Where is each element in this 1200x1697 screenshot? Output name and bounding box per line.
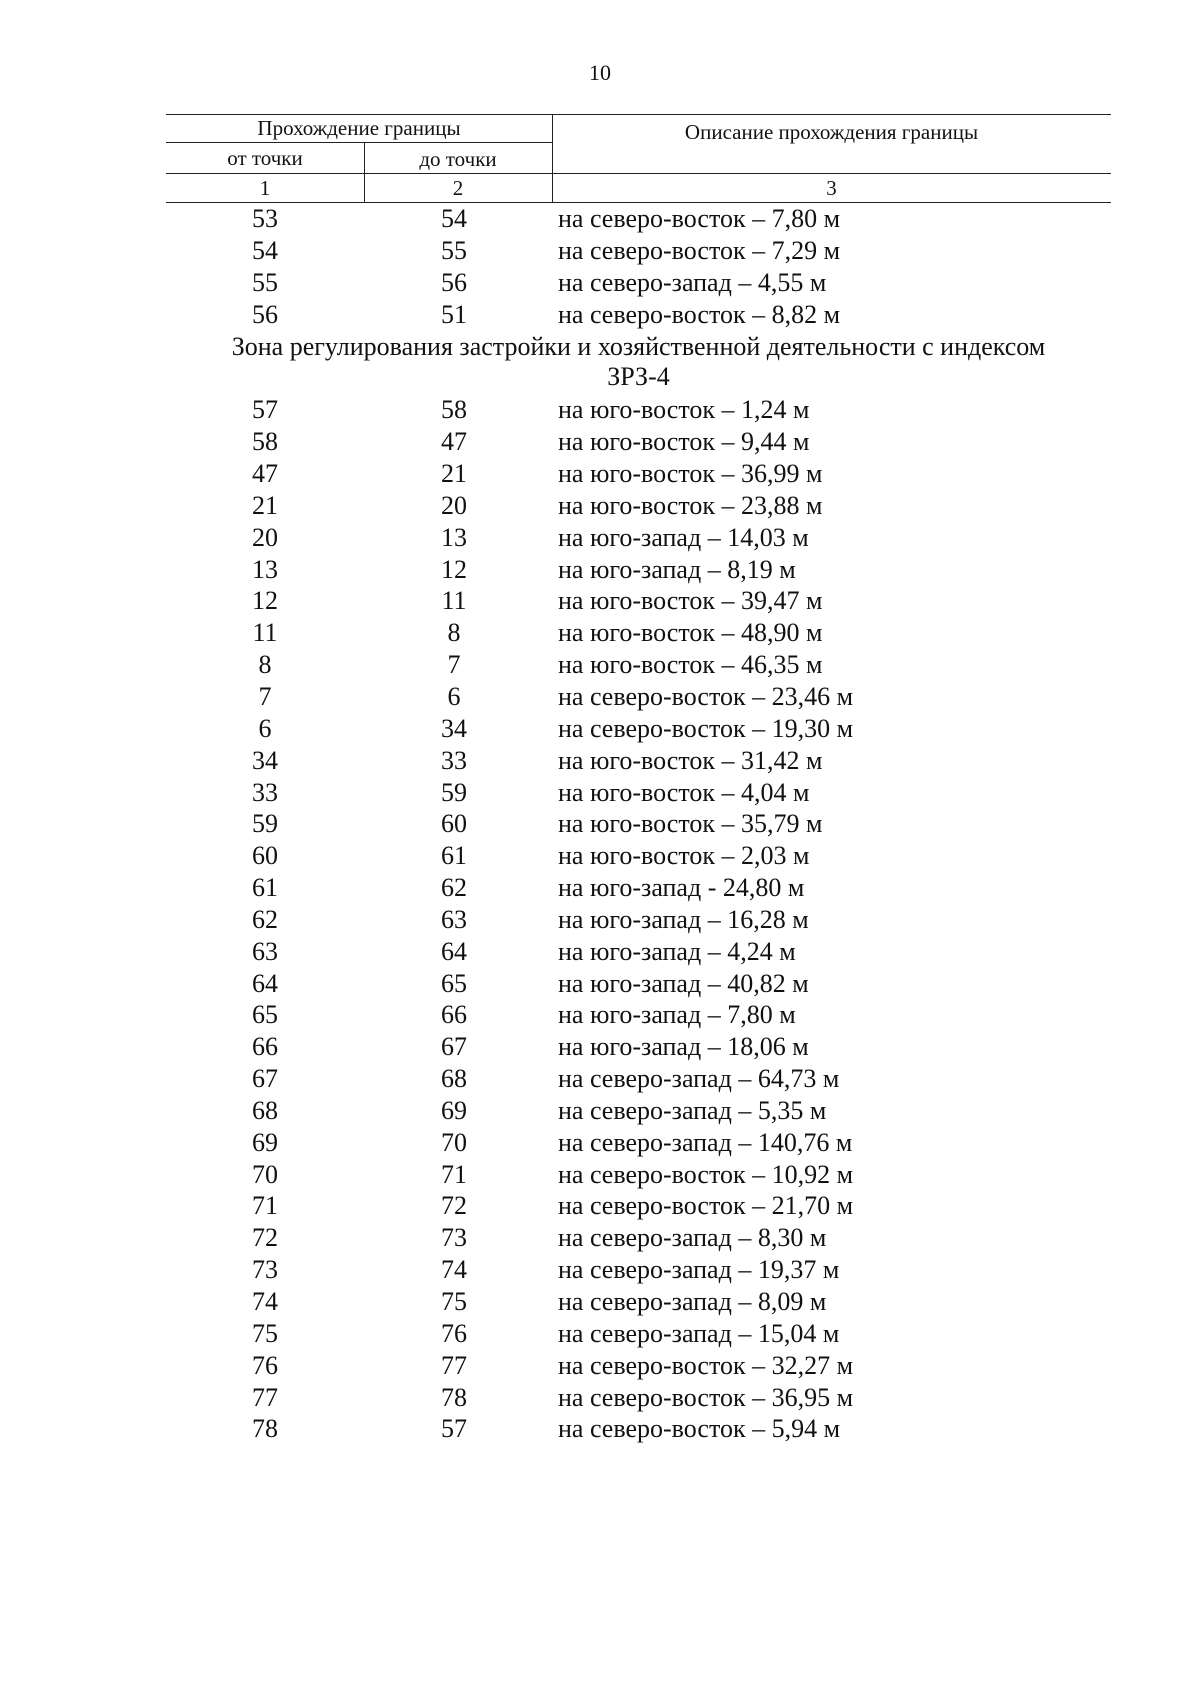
to-point-cell: 21	[441, 459, 467, 489]
table-row	[166, 458, 1111, 490]
from-point-cell: 56	[252, 299, 278, 329]
from-point-cell: 78	[252, 1414, 278, 1444]
to-point-cell: 56	[441, 267, 467, 297]
description-cell: на юго-запад - 24,80 м	[558, 873, 805, 903]
table-row	[166, 1095, 1111, 1127]
table-row	[166, 713, 1111, 745]
header-subgroup-line	[166, 142, 552, 143]
description-cell: на северо-восток – 19,30 м	[558, 713, 854, 743]
to-point-cell: 74	[441, 1255, 467, 1285]
description-cell: на северо-восток – 32,27 м	[558, 1350, 854, 1380]
description-cell: на северо-восток – 10,92 м	[558, 1159, 854, 1189]
from-point-cell: 72	[252, 1223, 278, 1253]
from-point-cell: 12	[252, 586, 278, 616]
from-point-cell: 8	[258, 650, 272, 680]
table-row	[166, 872, 1111, 904]
from-point-cell: 11	[252, 618, 278, 648]
from-point-cell: 47	[252, 459, 278, 489]
from-point-cell: 59	[252, 809, 278, 839]
from-point-cell: 13	[252, 554, 278, 584]
table-row	[166, 840, 1111, 872]
description-cell: на юго-запад – 16,28 м	[558, 904, 809, 934]
table-row	[166, 999, 1111, 1031]
to-point-cell: 69	[441, 1095, 467, 1125]
zone-title	[166, 330, 1111, 394]
from-point-cell: 69	[252, 1127, 278, 1157]
description-cell: на юго-запад – 8,19 м	[558, 554, 796, 584]
description-cell: на юго-восток – 48,90 м	[558, 618, 823, 648]
table-row	[166, 1063, 1111, 1095]
description-cell: на юго-восток – 46,35 м	[558, 650, 823, 680]
table-row	[166, 745, 1111, 777]
description-cell: на юго-восток – 39,47 м	[558, 586, 823, 616]
table-row	[166, 808, 1111, 840]
table-row	[166, 426, 1111, 458]
description-cell: на юго-запад – 14,03 м	[558, 522, 809, 552]
from-point-cell: 33	[252, 777, 278, 807]
column-number-3: 3	[826, 176, 837, 200]
to-point-cell: 78	[441, 1382, 467, 1412]
description-cell: на северо-запад – 8,09 м	[558, 1287, 827, 1316]
table-row	[166, 554, 1111, 586]
from-point-cell: 70	[252, 1159, 278, 1189]
description-cell: на северо-запад – 140,76 м	[558, 1127, 853, 1157]
from-point-cell: 67	[252, 1064, 278, 1094]
table-row	[166, 203, 1111, 235]
from-point-cell: 53	[252, 204, 278, 233]
description-cell: на северо-запад – 19,37 м	[558, 1255, 840, 1285]
from-point-cell: 62	[252, 904, 278, 934]
description-cell: на северо-восток – 7,29 м	[558, 235, 841, 265]
from-point-cell: 6	[258, 713, 272, 743]
to-point-cell: 60	[441, 809, 467, 839]
to-point-cell: 55	[441, 235, 467, 265]
zone-title-line1: Зона регулирования застройки и хозяйственной деятельности с индексом	[231, 332, 1046, 362]
description-cell: на юго-запад – 40,82 м	[558, 968, 809, 998]
to-point-cell: 54	[441, 204, 467, 233]
to-point-cell: 57	[441, 1414, 467, 1444]
description-cell: на северо-восток – 23,46 м	[558, 681, 854, 711]
description-cell: на юго-восток – 36,99 м	[558, 459, 823, 489]
table-row	[166, 299, 1111, 331]
description-cell: на северо-запад – 4,55 м	[558, 267, 827, 297]
description-cell: на северо-запад – 8,30 м	[558, 1223, 827, 1253]
from-point-cell: 21	[252, 490, 278, 520]
table-row	[166, 649, 1111, 681]
table-row	[166, 1413, 1111, 1445]
to-point-cell: 67	[441, 1032, 467, 1062]
table-header	[166, 114, 1111, 203]
to-point-cell: 76	[441, 1318, 467, 1348]
description-cell: на северо-восток – 36,95 м	[558, 1382, 854, 1412]
description-cell: на северо-запад – 64,73 м	[558, 1064, 840, 1094]
to-point-cell: 11	[441, 586, 467, 616]
to-point-cell: 33	[441, 745, 467, 775]
table-row	[166, 522, 1111, 554]
table-row	[166, 1350, 1111, 1382]
to-point-cell: 68	[441, 1064, 467, 1094]
to-point-cell: 71	[441, 1159, 467, 1189]
from-point-cell: 75	[252, 1318, 278, 1348]
header-bottom-line	[166, 173, 1111, 174]
to-point-cell: 70	[441, 1127, 467, 1157]
description-cell: на северо-восток – 21,70 м	[558, 1191, 854, 1221]
description-cell: на северо-запад – 5,35 м	[558, 1095, 827, 1125]
to-point-cell: 51	[441, 299, 467, 329]
table-body	[166, 203, 1111, 1445]
header-top-line	[166, 114, 1111, 115]
description-cell: на северо-запад – 15,04 м	[558, 1318, 840, 1348]
to-point-cell: 63	[441, 904, 467, 934]
table-row	[166, 1318, 1111, 1350]
to-point-cell: 58	[441, 395, 467, 425]
to-point-cell: 62	[441, 873, 467, 903]
description-cell: на юго-восток – 1,24 м	[558, 395, 810, 425]
from-point-cell: 71	[252, 1191, 278, 1221]
header-from-point: от точки	[227, 146, 303, 170]
header-passage: Прохождение границы	[257, 116, 461, 140]
description-cell: на северо-восток – 5,94 м	[558, 1414, 841, 1444]
from-point-cell: 64	[252, 968, 278, 998]
description-cell: на юго-восток – 9,44 м	[558, 427, 810, 457]
table-row	[166, 777, 1111, 809]
description-cell: на юго-восток – 23,88 м	[558, 490, 823, 520]
from-point-cell: 61	[252, 873, 278, 903]
from-point-cell: 55	[252, 267, 278, 297]
to-point-cell: 12	[441, 554, 467, 584]
table-row	[166, 235, 1111, 267]
table-row	[166, 1286, 1111, 1318]
page-number: 10	[589, 60, 611, 85]
to-point-cell: 47	[441, 427, 467, 457]
table-row	[166, 490, 1111, 522]
description-cell: на юго-восток – 35,79 м	[558, 809, 823, 839]
table-row	[166, 904, 1111, 936]
column-number-1: 1	[259, 176, 271, 200]
to-point-cell: 34	[441, 713, 467, 743]
from-point-cell: 76	[252, 1350, 278, 1380]
from-point-cell: 74	[252, 1287, 278, 1316]
to-point-cell: 59	[441, 777, 467, 807]
from-point-cell: 57	[252, 395, 278, 425]
description-cell: на юго-восток – 31,42 м	[558, 745, 823, 775]
description-cell: на северо-восток – 7,80 м	[558, 204, 841, 233]
from-point-cell: 54	[252, 235, 278, 265]
to-point-cell: 8	[447, 618, 461, 648]
from-point-cell: 68	[252, 1095, 278, 1125]
from-point-cell: 58	[252, 427, 278, 457]
header-to-point: до точки	[419, 147, 497, 171]
description-cell: на северо-восток – 8,82 м	[558, 299, 841, 329]
to-point-cell: 72	[441, 1191, 467, 1221]
from-point-cell: 20	[252, 522, 278, 552]
from-point-cell: 65	[252, 1000, 278, 1030]
table-row	[166, 394, 1111, 426]
to-point-cell: 6	[447, 681, 461, 711]
to-point-cell: 13	[441, 522, 467, 552]
description-cell: на юго-восток – 2,03 м	[558, 841, 810, 871]
table-row	[166, 936, 1111, 968]
table-row	[166, 585, 1111, 617]
description-cell: на юго-восток – 4,04 м	[558, 777, 810, 807]
zone-title-line2: ЗРЗ-4	[607, 362, 670, 392]
from-point-cell: 73	[252, 1255, 278, 1285]
table-row	[166, 267, 1111, 299]
from-point-cell: 7	[258, 681, 272, 711]
column-number-2: 2	[452, 176, 464, 200]
to-point-cell: 66	[441, 1000, 467, 1030]
from-point-cell: 77	[252, 1382, 278, 1412]
to-point-cell: 65	[441, 968, 467, 998]
description-cell: на юго-запад – 4,24 м	[558, 936, 796, 966]
to-point-cell: 64	[441, 936, 467, 966]
table-row	[166, 1190, 1111, 1222]
to-point-cell: 7	[447, 650, 461, 680]
table-row	[166, 1254, 1111, 1286]
table-row	[166, 968, 1111, 1000]
table-row	[166, 681, 1111, 713]
to-point-cell: 20	[441, 490, 467, 520]
table-row	[166, 1159, 1111, 1191]
table-row	[166, 1127, 1111, 1159]
description-cell: на юго-запад – 7,80 м	[558, 1000, 796, 1030]
from-point-cell: 66	[252, 1032, 278, 1062]
to-point-cell: 73	[441, 1223, 467, 1253]
from-point-cell: 63	[252, 936, 278, 966]
table-row	[166, 1031, 1111, 1063]
to-point-cell: 77	[441, 1350, 467, 1380]
from-point-cell: 60	[252, 841, 278, 871]
table-row	[166, 1222, 1111, 1254]
to-point-cell: 61	[441, 841, 467, 871]
description-cell: на юго-запад – 18,06 м	[558, 1032, 809, 1062]
header-description: Описание прохождения границы	[684, 120, 979, 144]
table-row	[166, 617, 1111, 649]
table-row	[166, 1382, 1111, 1414]
from-point-cell: 34	[252, 745, 278, 775]
to-point-cell: 75	[441, 1287, 467, 1316]
